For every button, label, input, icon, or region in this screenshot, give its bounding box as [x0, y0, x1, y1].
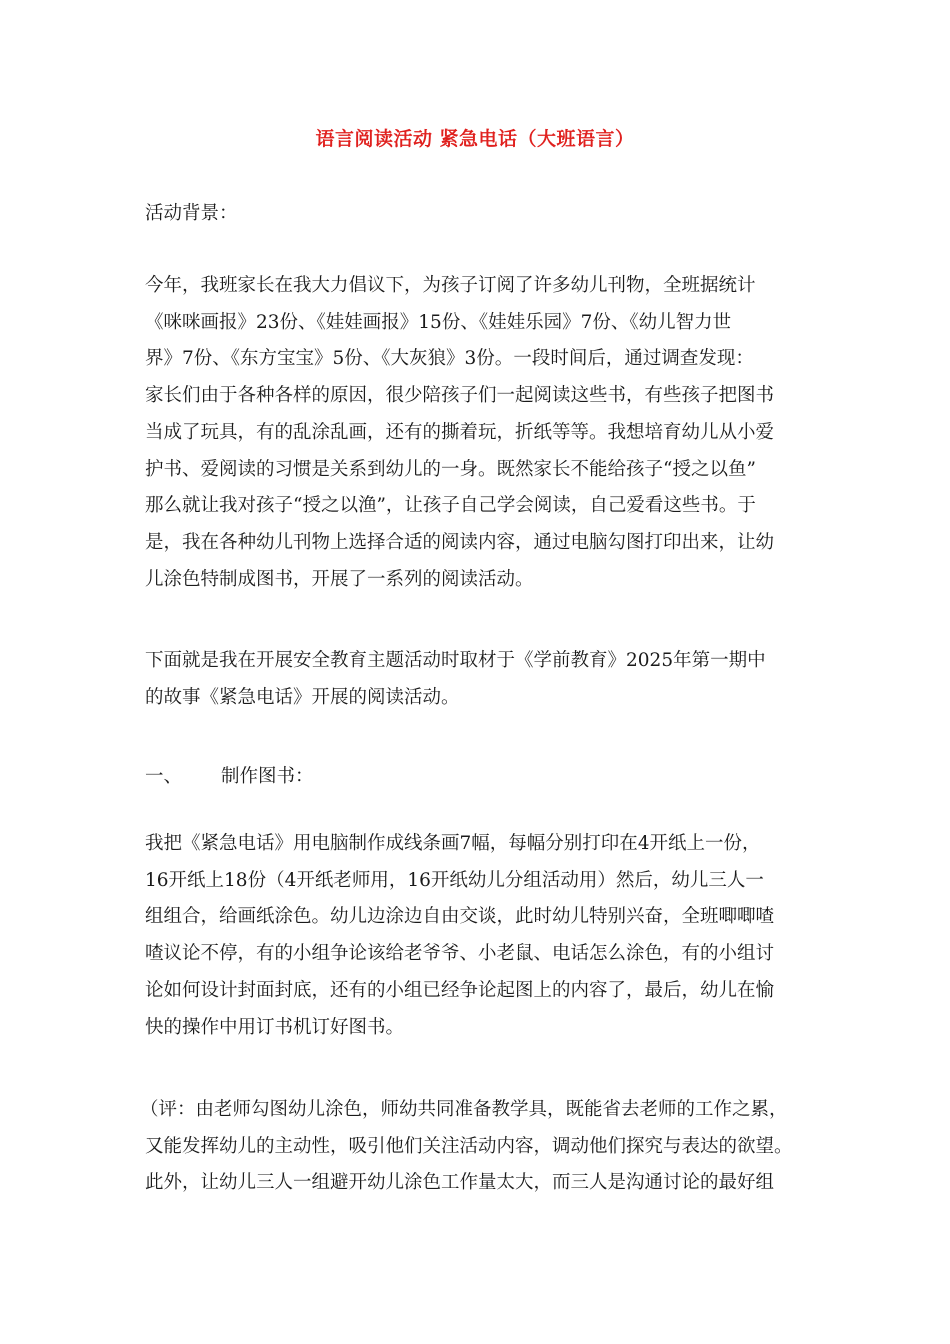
section-title: 制作图书：: [221, 766, 314, 787]
text-line: 当成了玩具，有的乱涂乱画，还有的撕着玩，折纸等等。我想培育幼儿从小爱: [145, 421, 775, 443]
text-line: 家长们由于各种各样的原因，很少陪孩子们一起阅读这些书，有些孩子把图书: [145, 385, 775, 407]
text-line: 《咪咪画报》23份、《娃娃画报》15份、《娃娃乐园》7份、《幼儿智力世: [145, 311, 732, 333]
text-line: 界》7份、《东方宝宝》5份、《大灰狼》3份。一段时间后，通过调查发现：: [145, 348, 754, 370]
paragraph-background: [145, 268, 815, 598]
paragraph-intro: [145, 643, 815, 716]
paragraph-make-book: [145, 826, 815, 1046]
text-line: 喳议论不停，有的小组争论该给老爷爷、小老鼠、电话怎么涂色，有的小组讨: [145, 943, 775, 965]
text-line: 快的操作中用订书机订好图书。: [145, 1016, 405, 1038]
text-line: 是，我在各种幼儿刊物上选择合适的阅读内容，通过电脑勾图打印出来，让幼: [145, 531, 775, 553]
text-line: 论如何设计封面封底，还有的小组已经争论起图上的内容了，最后，幼儿在愉: [145, 979, 775, 1001]
text-line: （评：由老师勾图幼儿涂色，师幼共同准备教学具，既能省去老师的工作之累，: [140, 1099, 788, 1120]
section-heading: [145, 762, 314, 788]
text-line: 下面就是我在开展安全教育主题活动时取材于《学前教育》2025年第一期中: [145, 650, 766, 671]
background-heading: 活动背景：: [145, 203, 238, 224]
text-line: 16开纸上18份（4开纸老师用，16开纸幼儿分组活动用）然后，幼儿三人一: [145, 869, 764, 891]
text-line: 儿涂色特制成图书，开展了一系列的阅读活动。: [145, 568, 534, 590]
text-line: 那么就让我对孩子“授之以渔”，让孩子自己学会阅读，自己爱看这些书。于: [145, 495, 756, 517]
text-line: 我把《紧急电话》用电脑制作成线条画7幅，每幅分别打印在4开纸上一份，: [145, 833, 761, 854]
paragraph-comment: [140, 1092, 810, 1202]
text-line: 今年，我班家长在我大力倡议下，为孩子订阅了许多幼儿刊物，全班据统计: [145, 275, 756, 296]
text-line: 此外，让幼儿三人一组避开幼儿涂色工作量太大，而三人是沟通讨论的最好组: [145, 1172, 775, 1194]
text-line: 的故事《紧急电话》开展的阅读活动。: [145, 686, 460, 708]
text-line: 护书、爱阅读的习惯是关系到幼儿的一身。既然家长不能给孩子“授之以鱼”: [145, 458, 756, 480]
document-title: 语言阅读活动 紧急电话（大班语言）: [315, 128, 635, 150]
text-line: 又能发挥幼儿的主动性，吸引他们关注活动内容，调动他们探究与表达的欲望。: [145, 1135, 793, 1157]
text-line: 组组合，给画纸涂色。幼儿边涂边自由交谈，此时幼儿特别兴奋，全班唧唧喳: [145, 906, 775, 928]
section-number: 一、: [145, 766, 183, 787]
